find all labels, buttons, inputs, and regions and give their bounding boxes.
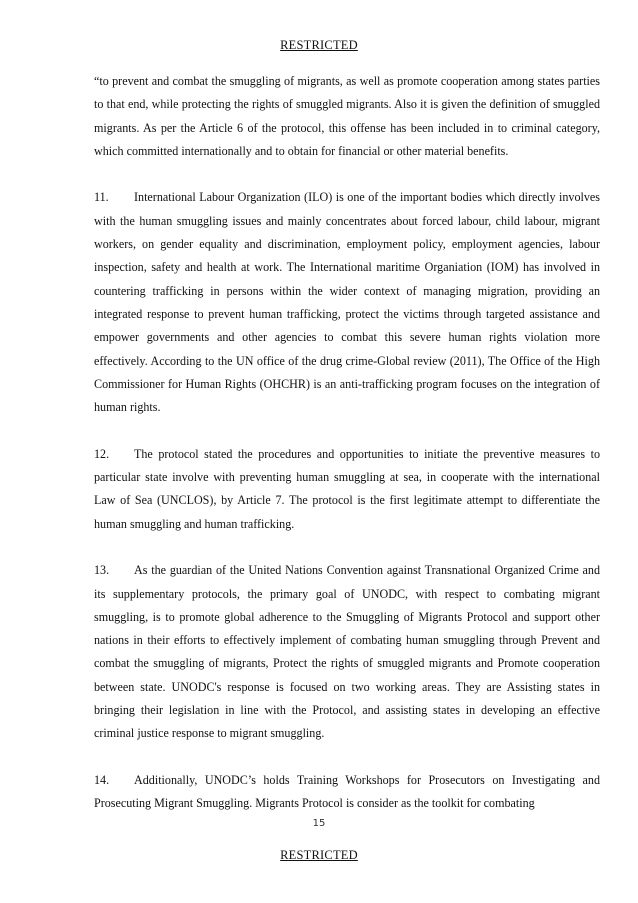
document-body: [94, 70, 600, 816]
header-classification: RESTRICTED: [280, 38, 358, 52]
paragraph-number: 14.: [94, 772, 110, 787]
paragraph-11: [94, 186, 600, 419]
paragraph-12: [94, 443, 600, 536]
paragraph-number: 12.: [94, 446, 110, 461]
page-number: 15: [312, 818, 326, 829]
paragraph-number: 13.: [94, 563, 110, 578]
paragraph-number: 11.: [94, 190, 109, 205]
paragraph-text: As the guardian of the United Nations Convention against Transnational Organized Crime and its supplementary protocols, the primary goal of UNODC, with respect to combating migrant smuggling, is to promote global adherence to the Smuggling of Migrants Protocol and support other nations in their efforts to effectively implement of combating human smuggling through Prevent and combat the smuggling of migrants, Protect the rights of smuggled migrants and Promote cooperation between state. UNODC's response is focused on two working areas. They are Assisting states in bringing their legislation in line with the Protocol, and assisting states in developing an effective criminal justice response to migrant smuggling.: [94, 563, 600, 741]
paragraph-text: Additionally, UNODC’s holds Training Workshops for Prosecutors on Investigating and Prosecuting Migrant Smuggling. Migrants Protocol is consider as the toolkit for combating: [94, 772, 600, 811]
paragraph-text: International Labour Organization (ILO) is one of the important bodies which directly involves with the human smuggling issues and mainly concentrates about forced labour, child labour, migrant workers, on gender equality and discrimination, employment policy, employment agencies, labour inspection, safety and health at work. The International maritime Organiation (IOM) has involved in countering trafficking in persons within the wider context of managing migration, providing an integrated response to prevent human trafficking, protect the victims through targeted assistance and empower governments and other agencies to combat this severe human rights violation more effectively. According to the UN office of the drug crime-Global review (2011), The Office of the High Commissioner for Human Rights (OHCHR) is an anti-trafficking program focuses on the integration of human rights.: [94, 190, 600, 415]
paragraph-text: The protocol stated the procedures and opportunities to initiate the preventive measures to particular state involve with preventing human smuggling at sea, in cooperate with the international Law of Sea (UNCLOS), by Article 7. The protocol is the first legitimate attempt to differentiate the human smuggling and human trafficking.: [94, 446, 600, 531]
intro-paragraph: “to prevent and combat the smuggling of migrants, as well as promote cooperation among states parties to that end, while protecting the rights of smuggled migrants. Also it is given the definition of smuggled migrants. As per the Article 6 of the protocol, this offense has been included in to criminal category, which committed internationally and to obtain for financial or other material benefits.: [94, 74, 600, 158]
paragraph-14: [94, 769, 600, 816]
footer-classification: RESTRICTED: [280, 848, 358, 862]
paragraph-13: [94, 559, 600, 745]
